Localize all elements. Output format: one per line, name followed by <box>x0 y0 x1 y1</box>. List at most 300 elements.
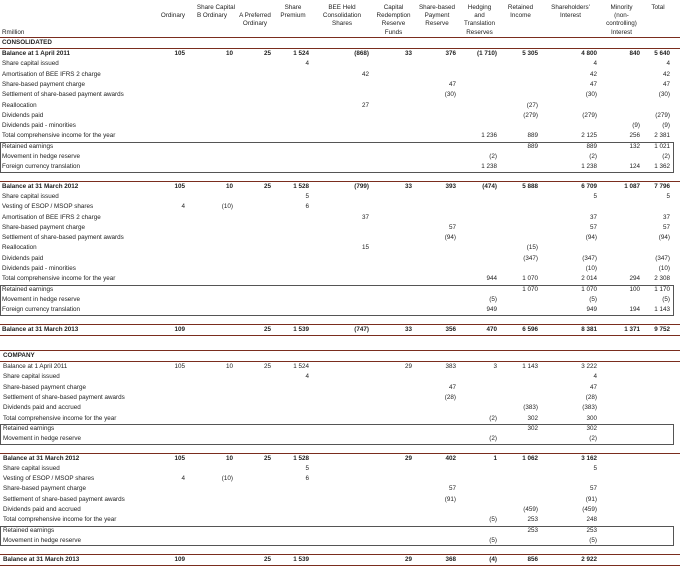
row-value <box>274 434 312 444</box>
row-value <box>372 285 415 295</box>
row-value <box>188 162 236 172</box>
row-value <box>158 305 188 315</box>
row-value <box>500 393 541 403</box>
row-value: (474) <box>482 182 497 190</box>
row-value <box>415 295 459 305</box>
row-value <box>312 526 372 536</box>
row-value <box>236 536 274 546</box>
row-label: Amortisation of BEE IFRS 2 charge <box>2 70 101 78</box>
row-value <box>274 393 312 403</box>
row-value <box>372 424 415 434</box>
table-row <box>0 181 680 192</box>
row-value: 5 <box>593 464 597 472</box>
table-row <box>0 70 680 80</box>
table-row <box>0 202 680 212</box>
row-value <box>459 70 500 80</box>
row-value: (2) <box>589 153 597 161</box>
row-value <box>600 70 643 80</box>
row-value <box>188 192 236 202</box>
row-value <box>600 424 643 434</box>
row-value: 470 <box>486 325 497 333</box>
row-value <box>600 403 643 413</box>
row-value <box>415 142 459 152</box>
row-value: (94) <box>585 234 597 242</box>
row-label: Retained earnings <box>2 142 54 150</box>
row-value: (799) <box>354 182 369 190</box>
row-value: 5 888 <box>522 182 538 190</box>
row-value <box>274 274 312 284</box>
row-label: Balance at 31 March 2012 <box>2 182 79 190</box>
row-value: 2 381 <box>654 132 670 140</box>
header-minority: Minority (non- controlling) Interest <box>606 4 637 36</box>
row-value <box>459 202 500 212</box>
row-value <box>312 233 372 243</box>
row-value: (5) <box>489 536 497 544</box>
header-retained-income: Retained Income <box>507 4 534 20</box>
row-value <box>312 414 372 424</box>
row-value <box>158 393 188 403</box>
row-value: 356 <box>445 325 456 333</box>
row-value <box>643 403 673 413</box>
row-value <box>415 536 459 546</box>
row-value <box>188 101 236 111</box>
reconciliation-box <box>0 285 680 316</box>
row-value: (91) <box>585 495 597 503</box>
row-value <box>158 223 188 233</box>
row-value <box>600 192 643 202</box>
row-value <box>372 484 415 494</box>
table-row <box>0 393 680 403</box>
row-value <box>236 464 274 474</box>
row-value: 253 <box>527 526 538 534</box>
row-value <box>372 414 415 424</box>
row-value <box>600 213 643 223</box>
row-value <box>600 474 643 484</box>
row-value <box>415 434 459 444</box>
row-value <box>600 495 643 505</box>
row-value <box>312 162 372 172</box>
row-value <box>158 505 188 515</box>
header-hedging: Hedging and Translation Reserves <box>464 4 495 36</box>
row-value <box>188 243 236 253</box>
row-value <box>643 243 673 253</box>
row-value <box>274 285 312 295</box>
row-value: 6 709 <box>581 182 597 190</box>
row-value <box>158 526 188 536</box>
row-value <box>158 131 188 141</box>
row-value: 25 <box>263 363 271 371</box>
row-value <box>459 121 500 131</box>
table-row <box>0 414 680 424</box>
row-value <box>236 474 274 484</box>
row-value: 27 <box>361 101 369 109</box>
consolidated-title-row <box>0 37 680 48</box>
row-value <box>600 464 643 474</box>
row-value <box>415 111 459 121</box>
row-value: 889 <box>586 142 597 150</box>
row-value <box>372 223 415 233</box>
row-value <box>236 515 274 525</box>
row-value <box>274 414 312 424</box>
row-value <box>236 80 274 90</box>
row-value <box>415 101 459 111</box>
table-row <box>0 434 680 444</box>
table-row <box>0 424 680 434</box>
row-value <box>541 101 600 111</box>
row-value <box>372 59 415 69</box>
row-value <box>500 484 541 494</box>
row-value <box>372 464 415 474</box>
row-value: (2) <box>489 153 497 161</box>
row-label: Settlement of share-based payment awards <box>3 394 125 402</box>
row-value <box>274 243 312 253</box>
row-value <box>459 495 500 505</box>
row-value: (347) <box>523 254 538 262</box>
table-row <box>0 80 680 90</box>
row-value: (383) <box>582 404 597 412</box>
table-body <box>0 37 680 566</box>
row-value <box>158 495 188 505</box>
row-value <box>188 121 236 131</box>
row-value: (279) <box>582 111 597 119</box>
section-title: CONSOLIDATED <box>2 38 52 46</box>
row-value: 5 <box>305 192 309 200</box>
row-label: Amortisation of BEE IFRS 2 charge <box>2 213 101 221</box>
row-value <box>415 515 459 525</box>
row-value <box>236 403 274 413</box>
header-capital-redemption: Capital Redemption Reserve Funds <box>376 4 411 36</box>
row-value: 29 <box>404 454 412 462</box>
row-value: (94) <box>444 234 456 242</box>
row-value <box>600 233 643 243</box>
row-value <box>312 362 372 372</box>
row-value: (868) <box>354 50 369 58</box>
row-value: 383 <box>445 363 456 371</box>
row-value: 1 539 <box>293 556 309 564</box>
row-value <box>500 495 541 505</box>
row-value <box>643 474 673 484</box>
row-value <box>312 403 372 413</box>
row-value <box>274 424 312 434</box>
row-value <box>236 254 274 264</box>
row-value <box>312 121 372 131</box>
table-row <box>0 324 680 336</box>
row-label: Balance at 1 April 2011 <box>2 50 71 58</box>
table-row <box>0 233 680 243</box>
row-value <box>459 474 500 484</box>
row-label: Balance at 31 March 2013 <box>3 556 80 564</box>
row-value: (347) <box>655 254 670 262</box>
row-value: 42 <box>361 70 369 78</box>
row-value <box>312 285 372 295</box>
row-value: (459) <box>582 505 597 513</box>
table-row <box>0 505 680 515</box>
row-value: 4 <box>181 475 185 483</box>
row-value: 393 <box>445 182 456 190</box>
row-value <box>415 202 459 212</box>
row-value: 300 <box>586 414 597 422</box>
row-value: 57 <box>448 223 456 231</box>
row-value: (2) <box>489 435 497 443</box>
row-label: Retained earnings <box>3 424 55 432</box>
table-row <box>0 536 680 546</box>
row-value <box>643 101 673 111</box>
row-value <box>236 274 274 284</box>
row-value <box>415 372 459 382</box>
row-value: 57 <box>589 223 597 231</box>
row-value: (28) <box>585 394 597 402</box>
row-value <box>500 213 541 223</box>
row-value <box>158 536 188 546</box>
row-value: (15) <box>526 244 538 252</box>
row-value <box>500 264 541 274</box>
row-value <box>188 515 236 525</box>
row-value <box>158 372 188 382</box>
table-row <box>0 223 680 233</box>
row-value: 253 <box>527 516 538 524</box>
row-value <box>312 393 372 403</box>
row-label: Retained earnings <box>3 526 55 534</box>
row-value <box>459 424 500 434</box>
row-value <box>236 414 274 424</box>
row-value: 248 <box>586 516 597 524</box>
row-value: (747) <box>354 325 369 333</box>
row-value <box>459 111 500 121</box>
row-value <box>312 383 372 393</box>
row-value <box>372 536 415 546</box>
row-value <box>312 142 372 152</box>
row-value <box>415 213 459 223</box>
row-value <box>158 111 188 121</box>
row-value: 949 <box>586 306 597 314</box>
row-value <box>415 464 459 474</box>
row-value: 2 308 <box>654 275 670 283</box>
row-value: 5 <box>305 464 309 472</box>
row-value <box>236 152 274 162</box>
row-value <box>158 264 188 274</box>
row-label: Dividends paid <box>2 111 44 119</box>
row-value: 1 070 <box>522 275 538 283</box>
table-row <box>0 305 680 315</box>
row-value <box>236 484 274 494</box>
row-value: (279) <box>655 111 670 119</box>
row-value <box>415 192 459 202</box>
row-value <box>274 121 312 131</box>
row-value <box>459 213 500 223</box>
row-value: 5 <box>593 192 597 200</box>
table-row <box>0 495 680 505</box>
header-share-based-payment: Share-based Payment Reserve <box>418 4 456 28</box>
row-value <box>274 162 312 172</box>
row-value: 1 <box>493 454 497 462</box>
row-value: (5) <box>589 295 597 303</box>
row-value: (4) <box>489 556 497 564</box>
row-value <box>372 526 415 536</box>
row-value <box>600 111 643 121</box>
row-value <box>188 111 236 121</box>
row-value: (30) <box>585 91 597 99</box>
row-label: Share capital issued <box>2 60 59 68</box>
row-label: Total comprehensive income for the year <box>3 414 117 422</box>
row-value: 10 <box>225 454 233 462</box>
row-value <box>188 325 236 335</box>
row-value <box>236 213 274 223</box>
row-value <box>274 295 312 305</box>
row-value: 4 <box>181 203 185 211</box>
row-value <box>415 274 459 284</box>
row-value <box>274 213 312 223</box>
share-capital-header: Share Capital <box>196 4 236 11</box>
row-value: 29 <box>404 556 412 564</box>
row-value <box>158 383 188 393</box>
row-value <box>188 305 236 315</box>
table-row <box>0 142 680 152</box>
row-value <box>500 295 541 305</box>
header-share-premium: Share Premium <box>280 4 306 20</box>
row-label: Foreign currency translation <box>2 306 81 314</box>
row-value <box>158 484 188 494</box>
table-row <box>0 90 680 100</box>
row-value <box>500 202 541 212</box>
table-row <box>0 372 680 382</box>
row-value: 47 <box>662 81 670 88</box>
row-value <box>158 142 188 152</box>
row-value: (459) <box>523 505 538 513</box>
table-header <box>0 4 680 37</box>
row-value <box>188 526 236 536</box>
row-value: 47 <box>448 81 456 88</box>
table-row <box>0 131 680 141</box>
row-value <box>312 454 372 464</box>
row-value <box>415 131 459 141</box>
row-value: 1 143 <box>654 306 670 314</box>
table-row <box>0 361 680 372</box>
row-value <box>500 474 541 484</box>
row-value: (30) <box>444 91 456 99</box>
row-value: 33 <box>404 325 412 333</box>
row-value <box>372 111 415 121</box>
row-value <box>600 90 643 100</box>
row-value: 302 <box>527 414 538 422</box>
table-row <box>0 162 680 172</box>
row-value <box>643 424 673 434</box>
row-value <box>188 505 236 515</box>
table-row <box>0 474 680 484</box>
row-value <box>372 131 415 141</box>
row-value <box>372 192 415 202</box>
row-value: 856 <box>527 556 538 564</box>
row-value: 3 222 <box>581 363 597 371</box>
row-value <box>600 393 643 403</box>
row-value <box>312 434 372 444</box>
row-value <box>274 305 312 315</box>
table-row <box>0 515 680 525</box>
table-row <box>0 526 680 536</box>
row-value: 889 <box>527 142 538 150</box>
row-value <box>372 372 415 382</box>
row-label: Dividends paid and accrued <box>3 404 81 412</box>
row-value <box>312 131 372 141</box>
row-value: (10) <box>658 265 670 273</box>
row-value <box>500 192 541 202</box>
row-value <box>600 383 643 393</box>
consolidated-section <box>0 37 680 336</box>
row-value <box>188 254 236 264</box>
row-value <box>415 526 459 536</box>
row-value <box>372 505 415 515</box>
row-value <box>158 162 188 172</box>
row-value: 5 640 <box>654 50 670 58</box>
row-value <box>312 495 372 505</box>
row-label: Share-based payment charge <box>3 485 86 493</box>
row-value: 1 238 <box>581 163 597 171</box>
row-value <box>600 223 643 233</box>
row-value <box>236 393 274 403</box>
row-value <box>459 285 500 295</box>
row-value <box>372 403 415 413</box>
row-value: 124 <box>629 163 640 171</box>
row-value <box>541 202 600 212</box>
row-value <box>372 152 415 162</box>
row-value <box>541 243 600 253</box>
row-value <box>600 152 643 162</box>
row-value: 105 <box>174 50 185 58</box>
row-value <box>600 505 643 515</box>
row-label: Total comprehensive income for the year <box>2 275 116 283</box>
row-value <box>500 434 541 444</box>
row-value <box>274 152 312 162</box>
row-value <box>372 101 415 111</box>
row-value <box>459 526 500 536</box>
row-value <box>459 484 500 494</box>
row-value <box>372 254 415 264</box>
row-value: 1 524 <box>293 50 309 58</box>
row-value <box>500 372 541 382</box>
row-value <box>274 495 312 505</box>
row-label: Vesting of ESOP / MSOP shares <box>2 203 94 211</box>
row-value <box>312 90 372 100</box>
row-value: 3 162 <box>581 454 597 462</box>
row-value <box>415 474 459 484</box>
row-value <box>312 152 372 162</box>
table-row <box>0 111 680 121</box>
row-value <box>415 59 459 69</box>
row-value <box>236 434 274 444</box>
row-value: 1 236 <box>481 132 497 140</box>
row-value: 47 <box>589 383 597 391</box>
row-value <box>643 434 673 444</box>
row-value: 132 <box>629 142 640 150</box>
row-value <box>459 403 500 413</box>
row-value <box>312 274 372 284</box>
row-value: (91) <box>444 495 456 503</box>
row-value: 1 062 <box>522 454 538 462</box>
row-value <box>312 254 372 264</box>
table-row <box>0 295 680 305</box>
row-value <box>600 362 643 372</box>
row-label: Balance at 1 April 2011 <box>3 363 68 371</box>
row-value <box>541 474 600 484</box>
row-label: Movement in hedge reserve <box>2 153 81 161</box>
row-value: 25 <box>263 556 271 564</box>
row-value <box>500 536 541 546</box>
row-value: 42 <box>589 70 597 78</box>
row-label: Dividends paid <box>2 254 44 262</box>
row-value <box>312 264 372 274</box>
row-value <box>188 152 236 162</box>
row-value: 1 170 <box>654 285 670 293</box>
row-value <box>236 121 274 131</box>
